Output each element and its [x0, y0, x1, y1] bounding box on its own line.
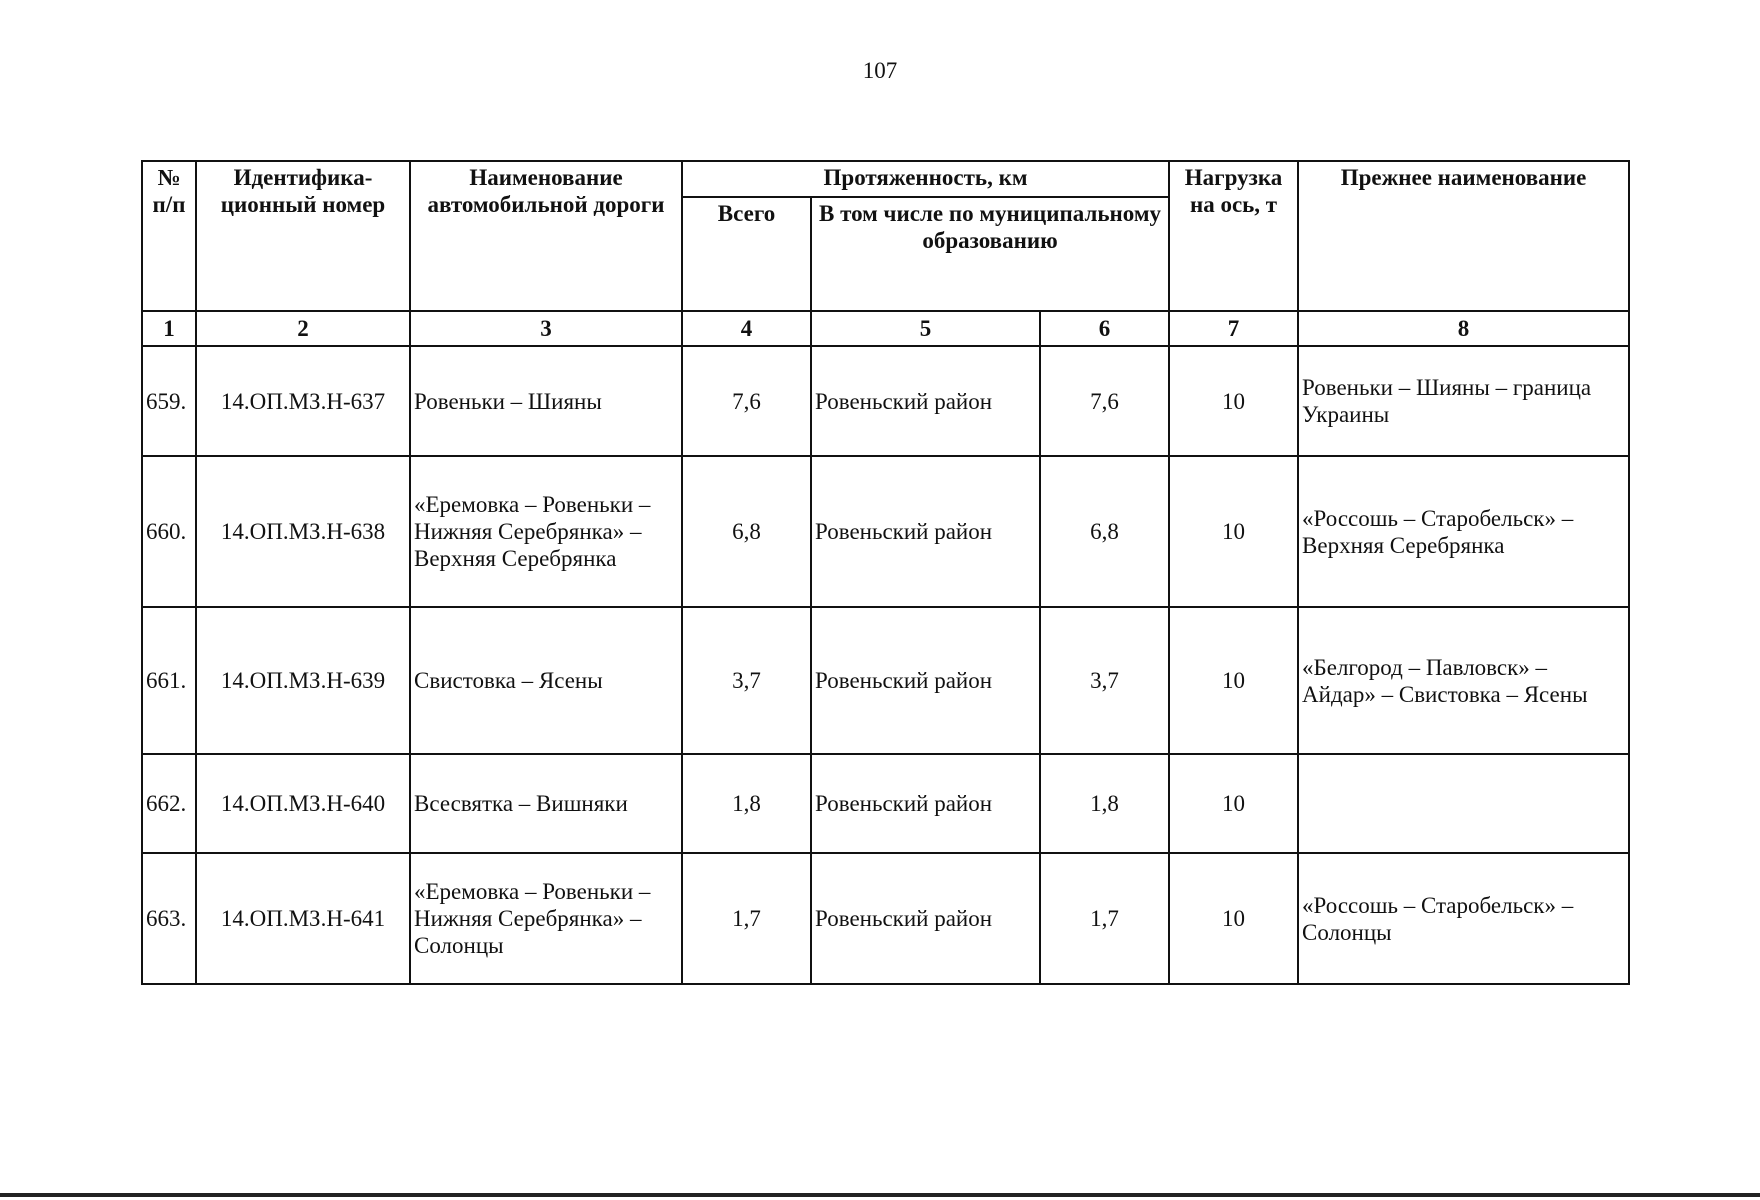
row-total-km: 3,7: [682, 607, 811, 754]
column-numbers-row: [142, 311, 1629, 346]
column-number: 8: [1298, 311, 1629, 346]
row-district-km: 1,7: [1040, 853, 1169, 984]
row-district: Ровеньский район: [811, 754, 1040, 853]
header-length: Протяженность, км: [682, 161, 1169, 197]
column-number: 7: [1169, 311, 1298, 346]
row-id: 14.ОП.МЗ.Н-639: [196, 607, 410, 754]
column-number: 4: [682, 311, 811, 346]
row-road-name: Всесвятка – Вишняки: [410, 754, 682, 853]
header-municipal: В том числе по муниципальному образованию: [811, 197, 1169, 311]
row-id: 14.ОП.МЗ.Н-641: [196, 853, 410, 984]
row-district-km: 7,6: [1040, 346, 1169, 456]
row-district: Ровеньский район: [811, 346, 1040, 456]
row-district: Ровеньский район: [811, 853, 1040, 984]
page-number: 107: [862, 58, 898, 83]
row-id: 14.ОП.МЗ.Н-638: [196, 456, 410, 607]
row-former-name: Ровеньки – Шияны – граница Украины: [1298, 346, 1629, 456]
table-row: [142, 346, 1629, 456]
row-total-km: 1,8: [682, 754, 811, 853]
roads-table: [141, 160, 1630, 985]
row-district: Ровеньский район: [811, 607, 1040, 754]
column-number: 1: [142, 311, 196, 346]
row-number: 659.: [142, 346, 196, 456]
row-road-name: «Еремовка – Ровеньки – Нижняя Серебрянка» – Верхняя Серебрянка: [410, 456, 682, 607]
table-row: [142, 853, 1629, 984]
row-id: 14.ОП.МЗ.Н-637: [196, 346, 410, 456]
header-name: Наименование автомобильной дороги: [410, 161, 682, 311]
column-number: 6: [1040, 311, 1169, 346]
row-district-km: 1,8: [1040, 754, 1169, 853]
row-number: 663.: [142, 853, 196, 984]
row-former-name: «Россошь – Старобельск» – Верхняя Серебрянка: [1298, 456, 1629, 607]
table-row: [142, 456, 1629, 607]
row-former-name: [1298, 754, 1629, 853]
row-total-km: 6,8: [682, 456, 811, 607]
table-row: [142, 607, 1629, 754]
row-number: 660.: [142, 456, 196, 607]
row-total-km: 1,7: [682, 853, 811, 984]
column-number: 2: [196, 311, 410, 346]
row-total-km: 7,6: [682, 346, 811, 456]
header-former: Прежнее наименование: [1298, 161, 1629, 311]
table-row: [142, 754, 1629, 853]
table-header: [142, 161, 1629, 346]
row-number: 662.: [142, 754, 196, 853]
row-district-km: 6,8: [1040, 456, 1169, 607]
column-number: 5: [811, 311, 1040, 346]
row-former-name: «Россошь – Старобельск» – Солонцы: [1298, 853, 1629, 984]
row-axle-load: 10: [1169, 607, 1298, 754]
row-road-name: Ровеньки – Шияны: [410, 346, 682, 456]
header-num: № п/п: [142, 161, 196, 311]
column-number: 3: [410, 311, 682, 346]
row-axle-load: 10: [1169, 346, 1298, 456]
row-axle-load: 10: [1169, 754, 1298, 853]
row-id: 14.ОП.МЗ.Н-640: [196, 754, 410, 853]
row-district: Ровеньский район: [811, 456, 1040, 607]
page-bottom-rule: [0, 1193, 1760, 1197]
header-load: Нагрузка на ось, т: [1169, 161, 1298, 311]
row-number: 661.: [142, 607, 196, 754]
row-former-name: «Белгород – Павловск» – Айдар» – Свистовка – Ясены: [1298, 607, 1629, 754]
row-road-name: Свистовка – Ясены: [410, 607, 682, 754]
header-ident: Идентифика-ционный номер: [196, 161, 410, 311]
header-total: Всего: [682, 197, 811, 311]
row-road-name: «Еремовка – Ровеньки – Нижняя Серебрянка» – Солонцы: [410, 853, 682, 984]
row-district-km: 3,7: [1040, 607, 1169, 754]
row-axle-load: 10: [1169, 853, 1298, 984]
row-axle-load: 10: [1169, 456, 1298, 607]
